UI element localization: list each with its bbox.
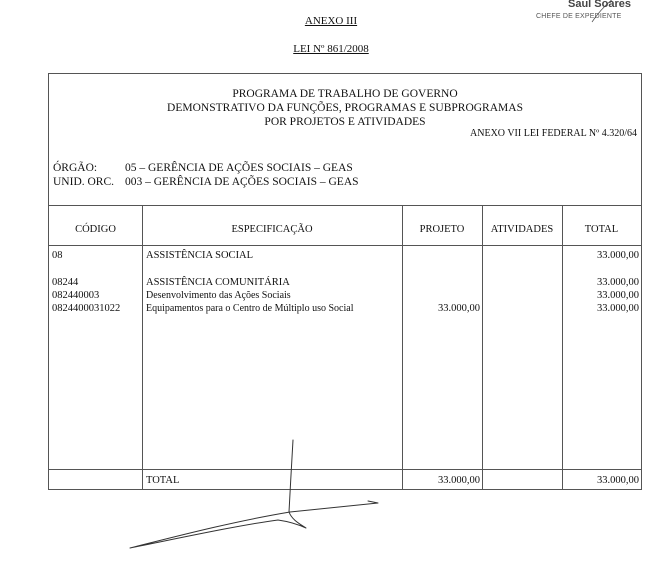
title-line-2: DEMONSTRATIVO DA FUNÇÕES, PROGRAMAS E SUBPROGRAMAS (167, 102, 523, 114)
stamp-name: Saul Soares (568, 0, 631, 10)
row-total: 33.000,00 (597, 250, 639, 261)
federal-law-reference: ANEXO VII LEI FEDERAL Nº 4.320/64 (470, 128, 637, 139)
column-header-project: PROJETO (419, 224, 465, 235)
row-specification: Equipamentos para o Centro de Múltiplo uso Social (146, 303, 354, 314)
row-total: 33.000,00 (597, 290, 639, 301)
title-line-1: PROGRAMA DE TRABALHO DE GOVERNO (232, 88, 458, 100)
budget-unit-value: 003 – GERÊNCIA DE AÇÕES SOCIAIS – GEAS (125, 176, 359, 188)
budget-unit-label: UNID. ORC. (53, 176, 115, 188)
organ-value: 05 – GERÊNCIA DE AÇÕES SOCIAIS – GEAS (125, 162, 353, 174)
row-code: 08244 (52, 277, 79, 288)
footer-label: TOTAL (146, 475, 180, 486)
row-specification: ASSISTÊNCIA SOCIAL (146, 250, 254, 261)
row-code: 08 (52, 250, 63, 261)
stamp-role: CHEFE DE EXPEDIENTE (536, 13, 622, 20)
law-title: LEI Nº 861/2008 (293, 43, 369, 55)
row-specification: Desenvolvimento das Ações Sociais (146, 290, 291, 301)
row-total: 33.000,00 (597, 303, 639, 314)
column-header-activities: ATIVIDADES (490, 224, 554, 235)
row-project: 33.000,00 (438, 303, 480, 314)
footer-total: 33.000,00 (597, 475, 639, 486)
row-total: 33.000,00 (597, 277, 639, 288)
row-code: 0824400031022 (52, 303, 121, 314)
column-header-code: CÓDIGO (75, 224, 116, 235)
row-specification: ASSISTÊNCIA COMUNITÁRIA (146, 277, 290, 288)
footer-project: 33.000,00 (438, 475, 480, 486)
column-header-total: TOTAL (584, 224, 619, 235)
row-code: 082440003 (52, 290, 100, 301)
organ-label: ÓRGÃO: (53, 162, 98, 174)
annex-title: ANEXO III (304, 15, 358, 27)
column-header-specification: ESPECIFICAÇÃO (231, 224, 313, 235)
title-line-3: POR PROJETOS E ATIVIDADES (264, 116, 426, 128)
